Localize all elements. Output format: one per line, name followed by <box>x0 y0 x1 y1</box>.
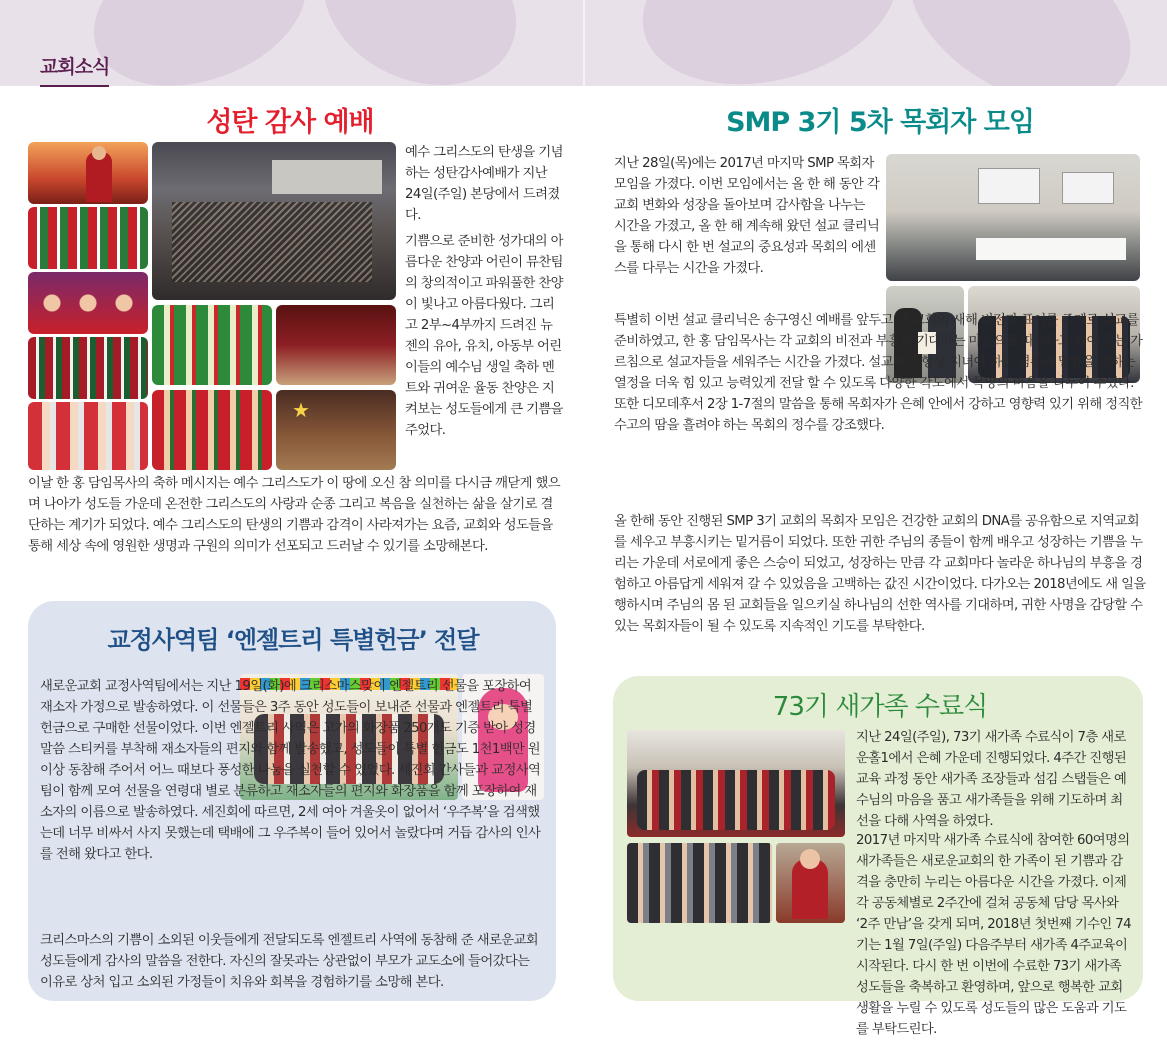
article1-para1: 예수 그리스도의 탄생을 기념하는 성탄감사예배가 지난 24일(주일) 본당에서 드려졌다. <box>405 145 563 223</box>
photo-children-singing <box>28 272 148 334</box>
photo-sanctuary-wide <box>152 142 396 300</box>
article1-para3: 이날 한 홍 담임목사의 축하 메시지는 예수 그리스도가 이 땅에 오신 참 의미를 다시금 깨닫게 했으며 나아가 성도들 가운데 온전한 그리스도의 사랑과 순종 그리고 복음을 실천하는 삶을 살기로 결단하는 계기가 되었다. 예수 그리스도의 탄생의 기쁨과 감격이 사라져가는 요즘, 교회와 성도들을 통해 세상 속에 영원한 생명과 구원의 의미가 선포되고 드러날 수 있기를 소망해본다. <box>28 476 560 554</box>
article3-title: SMP 3기 5차 목회자 모임 <box>726 107 1034 138</box>
page-gutter <box>583 0 585 86</box>
article2-title: 교정사역팀 ‘엔젤트리 특별헌금’ 전달 <box>107 626 479 654</box>
article1-para2: 기쁨으로 준비한 성가대의 아름다운 찬양과 어린이 뮤찬팀의 창의적이고 파워풀한 찬양이 빛나고 아름다웠다. 그리고 2부~4부까지 드려진 뉴젠의 유아, 유치, 아동부 어린이들의 예수님 생일 축하 멘트와 귀여운 율동 찬양은 지켜보는 성도들에게 큰 기쁨을 주었다. <box>405 234 563 438</box>
photo-meeting-room <box>886 154 1140 281</box>
article4-para2: 2017년 마지막 새가족 수료식에 참여한 60여명의 새가족들은 새로운교회의 한 가족이 된 기쁨과 감격을 충만히 누리는 아름다운 시간을 가졌다. 이제 각 공동체별로 2주간에 걸쳐 공동체 담당 목사와 ‘2주 만남’을 갖게 되며, 2018년 첫번째 기수인 74기는 1월 7일(주일) 다음주부터 새가족 4주교육이 시작된다. 다시 한 번 이번에 수료한 73기 새가족 성도들을 축복하고 환영하며, 앞으로 행복한 교회생활을 누릴 수 있도록 성도들의 많은 도움과 기도를 부탁드린다. <box>856 833 1131 1037</box>
article2-para2: 크리스마스의 기쁨이 소외된 이웃들에게 전달되도록 엔젤트리 사역에 동참해 준 새로운교회 성도들에게 감사의 말씀을 전한다. 자신의 잘못과는 상관없이 부모가 교도소에 들어갔다는 이유로 상처 입고 소외된 가정들이 치유와 회복을 경험하기를 소망해 본다. <box>40 933 538 990</box>
header-petal-decoration <box>73 0 328 86</box>
section-tag: 교회소식 <box>40 52 109 79</box>
header-petal-decoration <box>298 0 543 86</box>
article1-title: 성탄 감사 예배 <box>206 107 374 138</box>
photo-choir <box>28 207 148 269</box>
photo-kids-performance <box>28 402 148 470</box>
photo-new-family-group <box>627 843 772 923</box>
article2-para1: 새로운교회 교정사역팀에서는 지난 19일(화)에 크리스마스맞이 엔젤트리 선물을 포장하여 재소자 가정으로 발송하였다. 이 선물들은 3주 동안 성도들이 보내준 선물과 엔젤트리 특별헌금으로 구매한 선물이었다. 이번 엔젤트리 사역은 고가의 화장품 250개도 기증 받아 성경말씀 스티커를 부착해 재소자들의 편지와 함께 발송했고, 성도들이 특별 헌금도 1천1백만 원 이상 동참해 주어서 어느 때보다 풍성한 나눔을 실천할 수 있었다. 세진회 간사들과 교정사역팀이 함께 모여 선물을 연령대 별로 분류하고 재소자들의 편지와 화장품을 함께 포장하여 재소자의 이름으로 발송하였다. 세진회에 따르면, 2세 여아 겨울옷이 없어서 ‘우주복’을 검색했는데 너무 비싸서 사지 못했는데 택배에 그 우주복이 들어 있어서 놀랐다며 거듭 감사의 인사를 전해 왔다고 한다. <box>40 679 541 862</box>
article3-para1: 지난 28일(목)에는 2017년 마지막 SMP 목회자 모임을 가졌다. 이번 모임에서는 올 한 해 동안 각 교회 변화와 성장을 돌아보며 감사함을 나누는 시간을 가졌고, 올 한 해 계속해 왔던 설교 클리닉을 통해 다시 한 번 설교의 중요성과 목회의 에센스를 다루는 시간을 가졌다. <box>614 156 880 276</box>
photo-dancers <box>276 305 396 385</box>
photo-choir-2 <box>28 337 148 399</box>
photo-speaker-stage <box>776 843 845 923</box>
photo-graduation-hall <box>627 730 845 837</box>
article4-title: 73기 새가족 수료식 <box>772 692 988 722</box>
photo-pastor-sermon <box>28 142 148 204</box>
article4-para1: 지난 24일(주일), 73기 새가족 수료식이 7층 새로운홀1에서 은혜 가운데 진행되었다. 4주간 진행된 교육 과정 동안 새가족 조장들과 섬김 스탭들은 예수님의 마음을 품고 새가족들을 위해 기도하며 최선을 다해 사역을 하였다. <box>856 730 1127 829</box>
photo-nativity: ★ <box>276 390 396 470</box>
photo-children-green <box>152 305 272 385</box>
article3-para2: 특별히 이번 설교 클리닉은 송구영신 예배를 앞두고 각 교회의 새해 비전과 표어를 주제로 설교를 준비하였고, 한 홍 담임목사는 각 교회의 비전과 부흥을 기대하는 마음으로 따뜻하고 깊이 있는 가르침으로 설교자들을 세워주는 시간을 가졌다. 설교자가 항상 지녀야 하는 겸손과 말씀을 전하는 열정을 더욱 힘 있고 능력있게 전달 할 수 있도록 다양한 각도에서 목양의 마음을 나누어 주었다. 또한 디모데후서 2장 1-7절의 말씀을 통해 목회자가 은혜 안에서 강하고 영향력 있기 위해 정직한 수고의 땀을 흘려야 하는 목회의 정수를 강조했다. <box>614 313 1143 433</box>
header-petal-decoration <box>879 0 1162 86</box>
photo-children-red <box>152 390 272 470</box>
header-petal-decoration <box>624 0 917 86</box>
article3-para3: 올 한해 동안 진행된 SMP 3기 교회의 목회자 모임은 건강한 교회의 DNA를 공유함으로 지역교회를 세우고 부흥시키는 밑거름이 되었다. 또한 귀한 주님의 종들이 함께 배우고 성장하는 기쁨을 누리는 가운데 서로에게 좋은 스승이 되었고, 성장하는 만큼 각 교회마다 놀라운 하나님의 부흥을 경험하고 아름답게 세워져 갈 수 있었음을 고백하는 값진 시간이었다. 다가오는 2018년에도 새 일을 행하시며 주님의 몸 된 교회들을 일으키실 하나님의 선한 역사를 기대하며, 귀한 사명을 감당할 수 있는 목회자들이 될 수 있도록 지속적인 기도를 부탁한다. <box>614 514 1146 634</box>
header-band <box>0 0 1167 86</box>
